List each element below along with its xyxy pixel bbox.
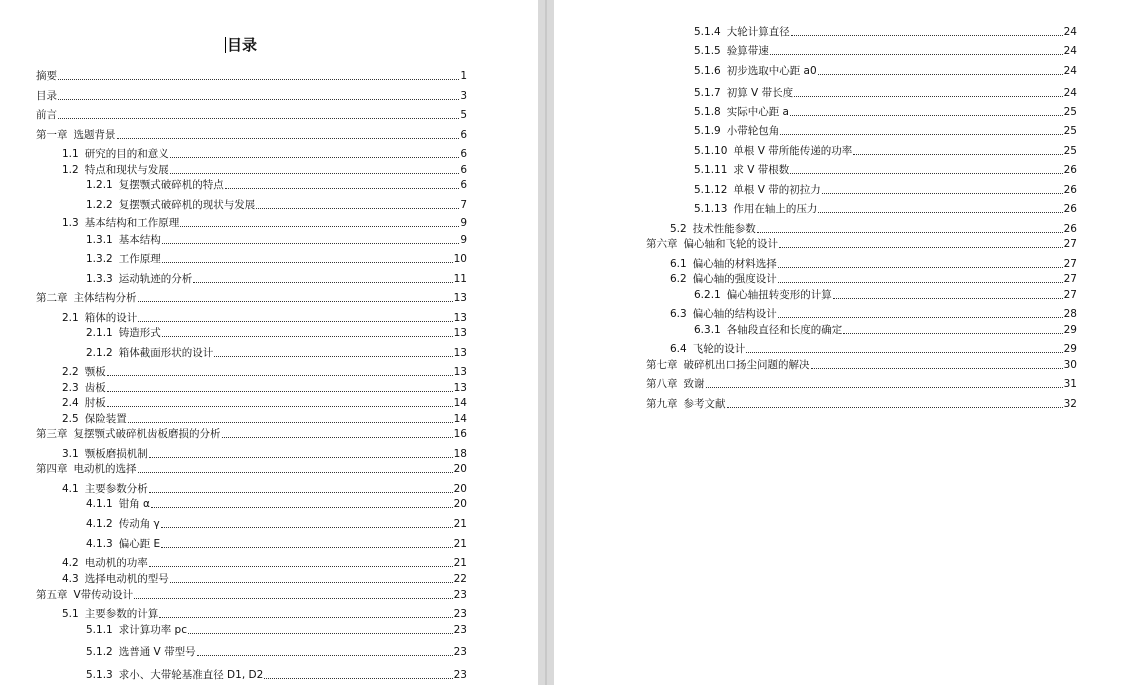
toc-leader-dots — [264, 677, 452, 679]
toc-entry[interactable] — [86, 252, 467, 266]
toc-entry-page-number: 25 — [1063, 106, 1077, 118]
toc-entry-page-number: 6 — [460, 148, 467, 160]
toc-leader-dots — [779, 246, 1063, 248]
toc-entry[interactable] — [36, 427, 467, 441]
toc-entry[interactable] — [694, 144, 1077, 158]
toc-entry-title: V带传动设计 — [73, 589, 134, 601]
toc-entry[interactable] — [86, 623, 467, 637]
toc-leader-dots — [134, 597, 452, 599]
toc-entry-page-number: 31 — [1063, 378, 1077, 390]
toc-entry-title: 小带轮包角 — [726, 125, 780, 137]
toc-entry-title: 偏心距 E — [118, 538, 161, 550]
toc-entry-title: 验算带速 — [726, 45, 769, 57]
toc-leader-dots — [811, 367, 1063, 369]
toc-entry-page-number: 9 — [460, 217, 467, 229]
toc-entry-number: 第八章 — [646, 378, 678, 390]
toc-entry-title: 单根 V 带的初拉力 — [733, 184, 821, 196]
toc-entry[interactable] — [646, 377, 1077, 391]
toc-entry-number: 5.1 — [62, 608, 79, 620]
toc-entry-page-number: 6 — [460, 179, 467, 191]
toc-leader-dots — [170, 156, 460, 158]
toc-entry-title: 偏心轴的结构设计 — [692, 308, 777, 320]
toc-entry-page-number: 29 — [1063, 343, 1077, 355]
toc-entry-title: 特点和现状与发展 — [84, 164, 169, 176]
toc-entry[interactable] — [694, 183, 1077, 197]
toc-entry[interactable] — [36, 291, 467, 305]
toc-entry-number: 第三章 — [36, 428, 68, 440]
toc-entry-number: 3.1 — [62, 448, 79, 460]
toc-leader-dots — [170, 172, 460, 174]
toc-leader-dots — [794, 95, 1063, 97]
toc-entry-number: 2.3 — [62, 382, 79, 394]
toc-entry-page-number: 25 — [1063, 145, 1077, 157]
toc-entry[interactable] — [62, 556, 467, 570]
toc-entry[interactable] — [670, 272, 1077, 286]
toc-entry-title: 复摆颚式破碎机的现状与发展 — [118, 199, 256, 211]
toc-entry[interactable] — [670, 307, 1077, 321]
toc-leader-dots — [58, 98, 459, 100]
toc-entry-page-number: 13 — [453, 292, 467, 304]
toc-entry[interactable] — [36, 588, 467, 602]
toc-leader-dots — [818, 73, 1063, 75]
toc-entry-number: 第五章 — [36, 589, 68, 601]
toc-leader-dots — [778, 316, 1063, 318]
toc-leader-dots — [214, 355, 452, 357]
toc-entry-number: 1.2.2 — [86, 199, 113, 211]
toc-entry-number: 4.1 — [62, 483, 79, 495]
toc-entry[interactable] — [86, 178, 467, 192]
toc-entry-title: 作用在轴上的压力 — [733, 203, 818, 215]
toc-entry-page-number: 21 — [453, 538, 467, 550]
toc-leader-dots — [853, 153, 1062, 155]
toc-entry-title: 箱体的设计 — [84, 312, 138, 324]
toc-entry-number: 5.1.5 — [694, 45, 721, 57]
toc-entry-page-number: 27 — [1063, 273, 1077, 285]
toc-entry-page-number: 24 — [1063, 87, 1077, 99]
toc-entry[interactable] — [62, 396, 467, 410]
toc-leader-dots — [161, 546, 452, 548]
toc-entry[interactable] — [36, 462, 467, 476]
toc-entry-title: 目录 — [36, 90, 57, 102]
toc-entry[interactable] — [86, 645, 467, 659]
toc-entry[interactable] — [694, 105, 1077, 119]
toc-entry-title: 选普通 V 带型号 — [118, 646, 196, 658]
toc-entry-title: 基本结构和工作原理 — [84, 217, 180, 229]
toc-entry-title: 研究的目的和意义 — [84, 148, 169, 160]
toc-entry[interactable] — [694, 44, 1077, 58]
toc-entry-number: 4.2 — [62, 557, 79, 569]
toc-entry-title: 颚板磨损机制 — [84, 448, 148, 460]
toc-entry-page-number: 14 — [453, 397, 467, 409]
toc-entry[interactable] — [646, 397, 1077, 411]
toc-entry-title: 致谢 — [683, 378, 705, 390]
toc-entry-title: 主要参数的计算 — [84, 608, 159, 620]
toc-entry-number: 6.2 — [670, 273, 687, 285]
toc-entry-title: 主体结构分析 — [73, 292, 137, 304]
toc-entry[interactable] — [62, 412, 467, 426]
toc-entry-page-number: 24 — [1063, 26, 1077, 38]
toc-entry-number: 第九章 — [646, 398, 678, 410]
toc-entry-title: 保险装置 — [84, 413, 127, 425]
toc-leader-dots — [188, 632, 453, 634]
toc-entry-page-number: 13 — [453, 327, 467, 339]
toc-entry-number: 4.1.2 — [86, 518, 113, 530]
toc-entry-number: 6.3.1 — [694, 324, 721, 336]
toc-leader-dots — [727, 406, 1063, 408]
toc-entry[interactable] — [62, 447, 467, 461]
toc-entry-title: 颚板 — [84, 366, 106, 378]
toc-leader-dots — [149, 491, 453, 493]
toc-entry[interactable] — [86, 517, 467, 531]
toc-entry-page-number: 9 — [460, 234, 467, 246]
toc-entry-title: 求 V 带根数 — [733, 164, 790, 176]
toc-entry-title: 电动机的选择 — [73, 463, 137, 475]
toc-leader-dots — [222, 436, 453, 438]
toc-entry-number: 5.1.12 — [694, 184, 728, 196]
toc-entry-title: 选题背景 — [73, 129, 116, 141]
toc-entry[interactable] — [86, 272, 467, 286]
toc-entry-title: 钳角 α — [118, 498, 150, 510]
toc-leader-dots — [138, 300, 453, 302]
toc-entry-title: 初步选取中心距 a0 — [726, 65, 817, 77]
toc-entry-page-number: 26 — [1063, 164, 1077, 176]
toc-leader-dots — [162, 261, 453, 263]
toc-entry-title: 偏心轴扭转变形的计算 — [726, 289, 832, 301]
toc-leader-dots — [107, 390, 453, 392]
toc-entry-number: 第六章 — [646, 238, 678, 250]
toc-entry[interactable] — [694, 86, 1077, 100]
toc-entry-title: 求小、大带轮基准直径 D1, D2 — [118, 669, 264, 681]
toc-entry-title: 主要参数分析 — [84, 483, 148, 495]
toc-entry-number: 1.2 — [62, 164, 79, 176]
toc-entry-page-number: 32 — [1063, 398, 1077, 410]
toc-entry[interactable] — [694, 163, 1077, 177]
toc-entry-page-number: 6 — [460, 164, 467, 176]
toc-entry[interactable] — [86, 233, 467, 247]
toc-entry[interactable] — [646, 358, 1077, 372]
toc-entry-number: 1.3.1 — [86, 234, 113, 246]
toc-entry-page-number: 23 — [453, 608, 467, 620]
toc-entry-number: 5.1.4 — [694, 26, 721, 38]
toc-entry-page-number: 20 — [453, 463, 467, 475]
toc-leader-dots — [107, 374, 453, 376]
toc-leader-dots — [180, 225, 459, 227]
toc-entry[interactable] — [62, 607, 467, 621]
toc-entry-page-number: 20 — [453, 483, 467, 495]
toc-leader-dots — [780, 133, 1062, 135]
toc-entry[interactable] — [670, 342, 1077, 356]
toc-entry-page-number: 13 — [453, 382, 467, 394]
toc-leader-dots — [138, 320, 452, 322]
toc-entry-title: 技术性能参数 — [692, 223, 756, 235]
toc-entry-number: 2.5 — [62, 413, 79, 425]
toc-entry-title: 破碎机出口扬尘问题的解决 — [683, 359, 810, 371]
toc-entry-page-number: 16 — [453, 428, 467, 440]
toc-entry-page-number: 10 — [453, 253, 467, 265]
toc-entry-page-number: 26 — [1063, 203, 1077, 215]
toc-leader-dots — [256, 207, 459, 209]
toc-entry-number: 5.1.3 — [86, 669, 113, 681]
toc-entry-title: 箱体截面形状的设计 — [118, 347, 214, 359]
toc-entry-number: 5.1.7 — [694, 87, 721, 99]
toc-entry-page-number: 20 — [453, 498, 467, 510]
toc-entry[interactable] — [62, 365, 467, 379]
toc-leader-dots — [162, 335, 453, 337]
toc-entry[interactable] — [694, 323, 1077, 337]
toc-leader-dots — [770, 53, 1063, 55]
toc-entry[interactable] — [86, 497, 467, 511]
toc-entry-title: 偏心轴的材料选择 — [692, 258, 777, 270]
toc-entry[interactable] — [36, 69, 467, 83]
toc-entry[interactable] — [86, 668, 467, 682]
toc-entry-page-number: 5 — [460, 109, 467, 121]
toc-leader-dots — [790, 114, 1063, 116]
toc-entry[interactable] — [670, 222, 1077, 236]
toc-entry-page-number: 24 — [1063, 45, 1077, 57]
toc-leader-dots — [197, 654, 453, 656]
toc-entry-title: 偏心轴和飞轮的设计 — [683, 238, 778, 250]
toc-leader-dots — [822, 192, 1063, 194]
toc-leader-dots — [778, 266, 1063, 268]
toc-entry-number: 5.1.2 — [86, 646, 113, 658]
toc-entry-number: 6.3 — [670, 308, 687, 320]
toc-entry-title: 工作原理 — [118, 253, 161, 265]
toc-entry-page-number: 3 — [460, 90, 467, 102]
toc-leader-dots — [117, 137, 460, 139]
toc-entry-title: 前言 — [36, 109, 57, 121]
toc-entry-page-number: 13 — [453, 366, 467, 378]
toc-entry-page-number: 26 — [1063, 184, 1077, 196]
toc-leader-dots — [149, 565, 453, 567]
toc-entry-number: 6.4 — [670, 343, 687, 355]
toc-leader-dots — [162, 242, 460, 244]
toc-title: 目录 — [226, 36, 257, 54]
toc-leader-dots — [818, 211, 1062, 213]
toc-leader-dots — [757, 231, 1063, 233]
toc-entry[interactable] — [694, 202, 1077, 216]
toc-entry-title: 参考文献 — [683, 398, 726, 410]
toc-entry-page-number: 13 — [453, 347, 467, 359]
toc-entry-title: 大轮计算直径 — [726, 26, 790, 38]
toc-entry[interactable] — [694, 288, 1077, 302]
toc-leader-dots — [138, 471, 453, 473]
toc-entry-number: 1.3 — [62, 217, 79, 229]
toc-entry-title: 各轴段直径和长度的确定 — [726, 324, 843, 336]
toc-entry-number: 2.1 — [62, 312, 79, 324]
toc-entry[interactable] — [86, 346, 467, 360]
toc-entry-page-number: 28 — [1063, 308, 1077, 320]
toc-page-left — [0, 0, 538, 685]
toc-leader-dots — [128, 421, 453, 423]
toc-leader-dots — [746, 351, 1062, 353]
toc-entry[interactable] — [62, 163, 467, 177]
toc-entry-page-number: 23 — [453, 589, 467, 601]
toc-entry[interactable] — [36, 89, 467, 103]
toc-entry-title: 摘要 — [36, 70, 57, 82]
toc-leader-dots — [58, 117, 459, 119]
toc-entry[interactable] — [62, 147, 467, 161]
toc-entry-page-number: 25 — [1063, 125, 1077, 137]
toc-entry-number: 5.1.10 — [694, 145, 728, 157]
toc-entry-number: 2.4 — [62, 397, 79, 409]
toc-entry-number: 4.3 — [62, 573, 79, 585]
toc-entry[interactable] — [694, 124, 1077, 138]
toc-entry-page-number: 21 — [453, 518, 467, 530]
toc-entry-page-number: 7 — [460, 199, 467, 211]
toc-entry-title: 铸造形式 — [118, 327, 161, 339]
toc-entry-page-number: 6 — [460, 129, 467, 141]
toc-leader-dots — [843, 332, 1062, 334]
toc-entry-number: 5.1.13 — [694, 203, 728, 215]
toc-entry-title: 电动机的功率 — [84, 557, 148, 569]
toc-entry-page-number: 14 — [453, 413, 467, 425]
toc-entry-title: 传动角 γ — [118, 518, 160, 530]
toc-entry-number: 5.1.6 — [694, 65, 721, 77]
toc-entry-number: 第二章 — [36, 292, 68, 304]
toc-entry-number: 2.1.1 — [86, 327, 113, 339]
toc-entry-title: 初算 V 带长度 — [726, 87, 794, 99]
toc-entry-number: 5.1.1 — [86, 624, 113, 636]
toc-entry-number: 5.1.11 — [694, 164, 728, 176]
toc-entry-number: 6.1 — [670, 258, 687, 270]
toc-entry[interactable] — [36, 128, 467, 142]
toc-entry-page-number: 26 — [1063, 223, 1077, 235]
toc-entry-number: 4.1.3 — [86, 538, 113, 550]
toc-entry[interactable] — [62, 216, 467, 230]
toc-entry[interactable] — [62, 482, 467, 496]
toc-entry[interactable] — [62, 311, 467, 325]
toc-entry-page-number: 1 — [460, 70, 467, 82]
toc-entry-title: 偏心轴的强度设计 — [692, 273, 777, 285]
toc-leader-dots — [149, 456, 453, 458]
toc-leader-dots — [151, 506, 453, 508]
toc-entry-page-number: 27 — [1063, 238, 1077, 250]
toc-entry[interactable] — [86, 537, 467, 551]
toc-entry-number: 5.1.9 — [694, 125, 721, 137]
toc-entry-number: 5.2 — [670, 223, 687, 235]
toc-entry-number: 5.1.8 — [694, 106, 721, 118]
toc-entry-title: 复摆颚式破碎机的特点 — [118, 179, 224, 191]
page-divider — [545, 0, 547, 685]
toc-entry-title: 齿板 — [84, 382, 106, 394]
toc-entry-number: 第七章 — [646, 359, 678, 371]
toc-entry-page-number: 23 — [453, 624, 467, 636]
toc-entry[interactable] — [694, 25, 1077, 39]
toc-entry-number: 第一章 — [36, 129, 68, 141]
toc-leader-dots — [159, 616, 452, 618]
toc-entry[interactable] — [86, 198, 467, 212]
toc-entry-page-number: 21 — [453, 557, 467, 569]
toc-entry-page-number: 24 — [1063, 65, 1077, 77]
toc-entry[interactable] — [86, 326, 467, 340]
toc-entry-page-number: 23 — [453, 669, 467, 681]
toc-leader-dots — [58, 78, 459, 80]
toc-entry-number: 2.2 — [62, 366, 79, 378]
toc-entry-title: 选择电动机的型号 — [84, 573, 169, 585]
toc-leader-dots — [778, 281, 1063, 283]
toc-entry-page-number: 23 — [453, 646, 467, 658]
toc-entry-number: 6.2.1 — [694, 289, 721, 301]
toc-entry-title: 基本结构 — [118, 234, 161, 246]
toc-entry-title: 复摆颚式破碎机齿板磨损的分析 — [73, 428, 221, 440]
toc-entry[interactable] — [36, 108, 467, 122]
toc-leader-dots — [790, 172, 1062, 174]
toc-leader-dots — [833, 297, 1063, 299]
toc-entry-number: 第四章 — [36, 463, 68, 475]
toc-entry[interactable] — [694, 64, 1077, 78]
toc-leader-dots — [193, 281, 452, 283]
toc-entry-title: 肘板 — [84, 397, 106, 409]
toc-entry-number: 1.1 — [62, 148, 79, 160]
toc-entry-title: 求计算功率 pc — [118, 624, 187, 636]
toc-entry-page-number: 22 — [453, 573, 467, 585]
toc-entry-page-number: 18 — [453, 448, 467, 460]
toc-leader-dots — [706, 386, 1063, 388]
toc-entry-number: 1.3.2 — [86, 253, 113, 265]
toc-entry-title: 飞轮的设计 — [692, 343, 746, 355]
toc-entry-page-number: 11 — [453, 273, 467, 285]
toc-entry[interactable] — [62, 381, 467, 395]
toc-entry-page-number: 30 — [1063, 359, 1077, 371]
toc-entry-page-number: 27 — [1063, 258, 1077, 270]
toc-entry-page-number: 29 — [1063, 324, 1077, 336]
toc-page-right — [554, 0, 1134, 685]
toc-entry[interactable] — [670, 257, 1077, 271]
toc-leader-dots — [225, 187, 460, 189]
toc-leader-dots — [791, 34, 1063, 36]
toc-leader-dots — [161, 526, 453, 528]
toc-leader-dots — [170, 581, 453, 583]
toc-entry[interactable] — [646, 237, 1077, 251]
toc-entry-title: 实际中心距 a — [726, 106, 789, 118]
toc-entry-page-number: 27 — [1063, 289, 1077, 301]
toc-entry-title: 单根 V 带所能传递的功率 — [733, 145, 853, 157]
toc-entry-number: 1.2.1 — [86, 179, 113, 191]
toc-entry-page-number: 13 — [453, 312, 467, 324]
toc-entry-number: 4.1.1 — [86, 498, 113, 510]
toc-leader-dots — [107, 405, 453, 407]
toc-entry[interactable] — [62, 572, 467, 586]
toc-entry-title: 运动轨迹的分析 — [118, 273, 193, 285]
toc-entry-number: 1.3.3 — [86, 273, 113, 285]
toc-entry-number: 2.1.2 — [86, 347, 113, 359]
